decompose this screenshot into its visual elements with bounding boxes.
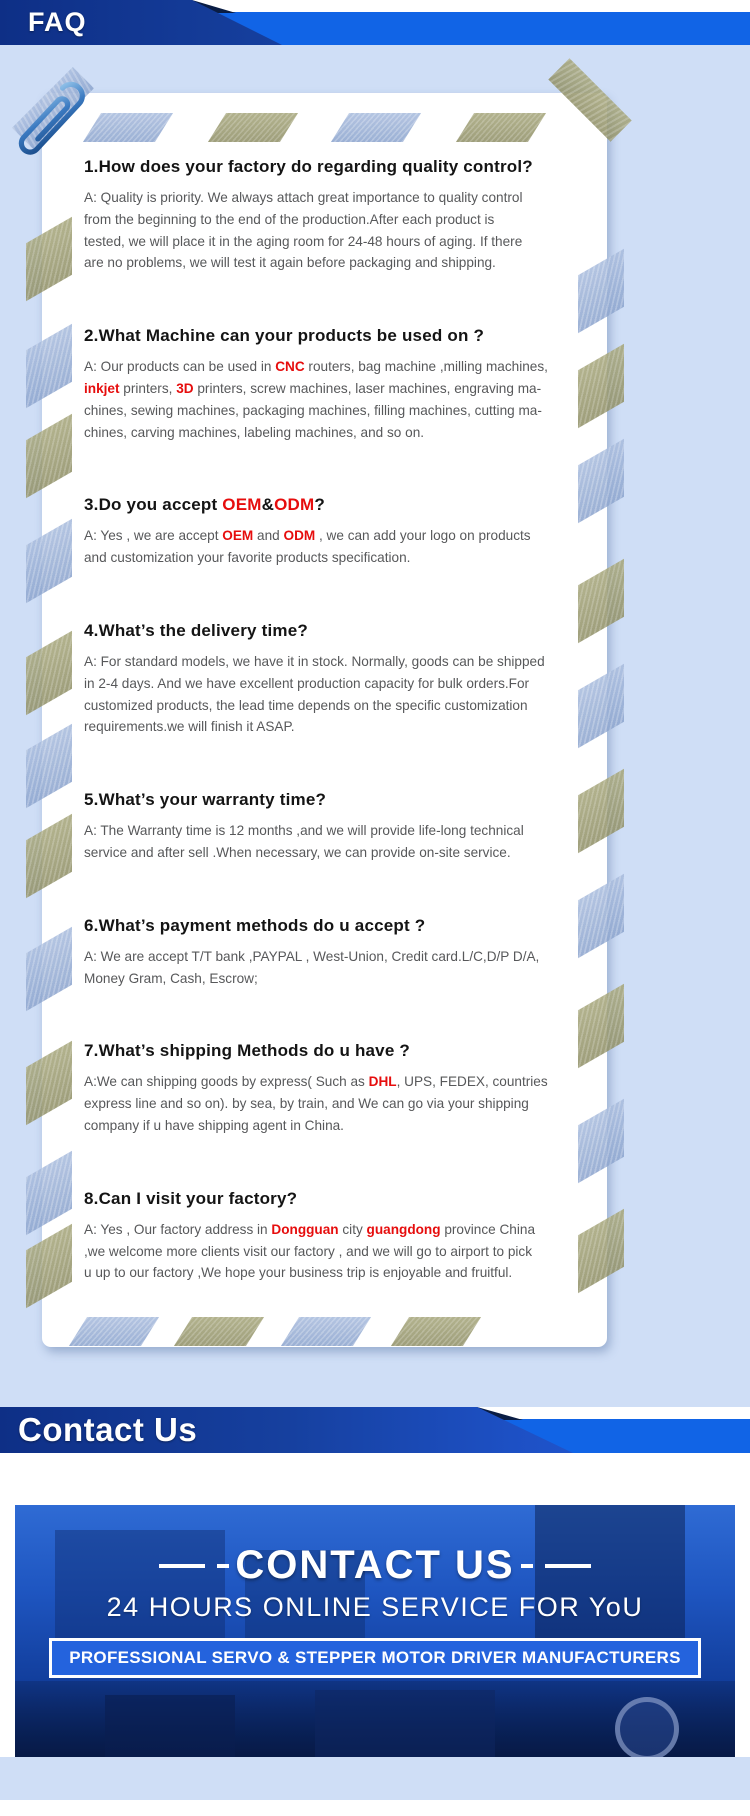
faq-list bbox=[42, 93, 607, 1284]
faq-banner-title: FAQ bbox=[28, 7, 87, 37]
faq-question: 7.What’s shipping Methods do u have ? bbox=[84, 1041, 411, 1061]
faq-answer: A: Yes , we are accept OEM and ODM , we can add your logo on products and customization your favorite products specification. bbox=[84, 528, 531, 566]
promo-subtitle: 24 HOURS ONLINE SERVICE FOR YoU bbox=[106, 1592, 644, 1622]
faq-answer: A: Quality is priority. We always attach great importance to quality control from the beginning to the end of the production.After each product is tested, we will place it in the aging room for 24-48 hours of aging. If there are no problems, we will test it again before packaging and shipping. bbox=[84, 190, 523, 271]
faq-question: 1.How does your factory do regarding quality control? bbox=[84, 157, 533, 176]
motor-flange-icon bbox=[615, 1697, 679, 1757]
faq-question: 5.What’s your warranty time? bbox=[84, 790, 327, 810]
contact-banner-title: Contact Us bbox=[18, 1411, 198, 1448]
faq-item bbox=[84, 326, 569, 443]
promo-banner-text: PROFESSIONAL SERVO & STEPPER MOTOR DRIVER MANUFACTURERS bbox=[49, 1638, 701, 1678]
faq-section bbox=[0, 45, 750, 1407]
faq-item bbox=[84, 1189, 569, 1284]
dash-line bbox=[217, 1564, 229, 1568]
faq-item bbox=[84, 157, 569, 274]
faq-question: 2.What Machine can your products be used on ? bbox=[84, 326, 485, 346]
machine-silhouette bbox=[105, 1695, 235, 1757]
contact-banner bbox=[0, 1407, 750, 1453]
faq-item bbox=[84, 916, 569, 990]
promo-title-row bbox=[15, 1543, 735, 1588]
faq-banner bbox=[0, 0, 750, 45]
faq-item bbox=[84, 495, 569, 569]
faq-answer: A: The Warranty time is 12 months ,and we will provide life-long technical service and after sell .When necessary, we can provide on-site service. bbox=[84, 823, 524, 860]
faq-item bbox=[84, 1041, 569, 1136]
faq-answer: A: For standard models, we have it in stock. Normally, goods can be shipped in 2-4 days. And we have excellent production capacity for bulk orders.For customized products, the lead time depends on the specific customization requirements.we will finish it ASAP. bbox=[84, 653, 545, 735]
section-gap bbox=[0, 1453, 750, 1505]
faq-answer: A: Our products can be used in CNC routers, bag machine ,milling machines, inkjet printers, 3D printers, screw machines, laser machines, engraving ma- chines, sewing machines, packaging machines, filling machines, cutting ma- chines, carving machines, labeling machines, and so on. bbox=[84, 359, 548, 440]
faq-answer: A: We are accept T/T bank ,PAYPAL , West-Union, Credit card.L/C,D/P D/A, Money Gram, Cash, Escrow; bbox=[84, 948, 540, 986]
promo-outer bbox=[0, 1505, 750, 1757]
promo-text-block bbox=[15, 1543, 735, 1678]
faq-item bbox=[84, 621, 569, 738]
paper-card bbox=[42, 93, 607, 1347]
dash-line bbox=[545, 1564, 591, 1568]
dash-line bbox=[159, 1564, 205, 1568]
faq-answer: A: Yes , Our factory address in Dongguan city guangdong province China ,we welcome more clients visit our factory , and we will go to airport to pick u up to our factory ,We hope your business trip is enjoyable and fruitful. bbox=[84, 1221, 535, 1281]
faq-question: 3.Do you accept OEM&ODM? bbox=[84, 495, 325, 515]
promo-title: CONTACT US bbox=[235, 1543, 515, 1587]
faq-question: 6.What’s payment methods do u accept ? bbox=[84, 915, 426, 935]
contact-promo-image bbox=[15, 1505, 735, 1757]
faq-question: 4.What’s the delivery time? bbox=[84, 620, 308, 640]
footer-band bbox=[0, 1757, 750, 1800]
machine-silhouette bbox=[315, 1690, 495, 1757]
dash-line bbox=[521, 1564, 533, 1568]
footer-white bbox=[0, 1800, 750, 1816]
faq-answer: A:We can shipping goods by express( Such as DHL, UPS, FEDEX, countries express line and so on). by sea, by train, and We can go via your shipping company if u have shipping agent in China. bbox=[84, 1074, 548, 1133]
faq-question: 8.Can I visit your factory? bbox=[84, 1188, 298, 1208]
faq-item bbox=[84, 790, 569, 864]
